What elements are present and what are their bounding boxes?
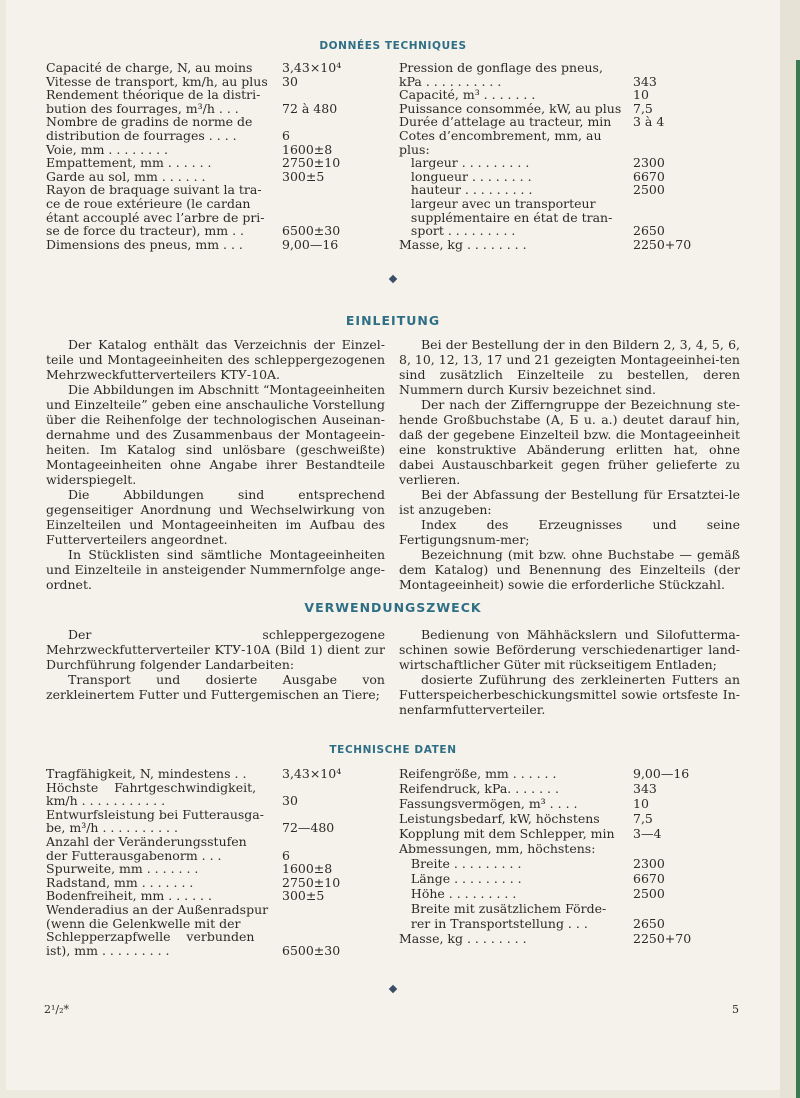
spec-value: 6 [282, 847, 290, 863]
spec-value: 1600±8 [282, 861, 333, 877]
spec-label: Breite . . . . . . . . . [399, 856, 522, 871]
spec-label: Höhe . . . . . . . . . [399, 886, 517, 901]
spec-row [399, 871, 665, 886]
spec-label: Fassungsvermögen, m³ . . . . [399, 796, 578, 811]
spec-row [399, 856, 665, 871]
spec-value: 10 [633, 87, 649, 103]
signature-mark: 2¹/₂* [44, 1003, 70, 1016]
paragraph: In Stücklisten sind sämtliche Montageeinheiten und Einzelteile in ansteigender Nummernfolge ange-ordnet. [46, 547, 385, 592]
spec-label: supplémentaire en état de tran- [399, 209, 613, 225]
spec-value: 72—480 [282, 820, 335, 836]
spec-label: Radstand, mm . . . . . . . [46, 874, 194, 890]
spec-value: 3,43×10⁴ [282, 60, 342, 75]
spec-row [399, 796, 649, 811]
spec-value: 3—4 [633, 826, 662, 841]
paragraph: Bedienung von Mähhäckslern und Silofutterma-schinen sowie Beförderung verschiedenartiger land-wirtschaftlicher Güter mit rückseitigem Entladen; [399, 627, 740, 672]
spec-label: Leistungsbedarf, kW, höchstens [399, 811, 600, 826]
paragraph: Der nach der Zifferngruppe der Bezeichnung ste-hende Großbuchstabe (А, Б u. a.) deutet darauf hin, daß der gegebene Einzelteil bzw. die Montageeinheit eine konstruktive Abänderung erlitten hat, ohne dabei Austauschbarkeit gegen früher gelieferte zu verlieren. [399, 397, 740, 487]
spec-row [399, 766, 690, 781]
spec-label: Capacité de charge, N, au moins [46, 60, 253, 75]
heading-donnees-techniques: DONNÉES TECHNIQUES [319, 40, 467, 52]
spec-label: Cotes d’encombrement, mm, au [399, 128, 602, 143]
section-divider-ornament [389, 275, 397, 283]
spec-value: 2750±10 [282, 155, 341, 171]
spec-value: 6 [282, 128, 290, 143]
spec-label: Schlepperzapfwelle verbunden [46, 929, 255, 945]
spec-value: 7,5 [633, 811, 653, 826]
spec-label: km/h . . . . . . . . . . . [46, 793, 166, 809]
spec-row [399, 841, 629, 856]
spec-value: 72 à 480 [282, 100, 338, 116]
spec-label: Tragfähigkeit, N, mindestens . . [46, 766, 247, 781]
spec-label: Abmessungen, mm, höchstens: [399, 841, 596, 856]
spec-label: largeur avec un transporteur [399, 196, 596, 211]
spec-label: Masse, kg . . . . . . . . [399, 931, 527, 946]
page-number: 5 [732, 1003, 739, 1016]
spec-label: Voie, mm . . . . . . . . [46, 141, 169, 157]
spec-label: sport . . . . . . . . . [399, 223, 516, 239]
verwendung-left-column [46, 627, 385, 702]
paragraph: Bei der Abfassung der Bestellung für Ersatztei-le ist anzugeben: [399, 487, 740, 517]
spec-label: plus: [399, 141, 430, 157]
spec-row [46, 236, 339, 252]
spec-label: Bodenfreiheit, mm . . . . . . [46, 888, 212, 904]
heading-verwendungszweck: VERWENDUNGSZWECK [304, 600, 482, 615]
spec-label: Rendement théorique de la distri- [46, 87, 261, 103]
spec-label: Breite mit zusätzlichem Förde- [399, 901, 607, 916]
spec-label: étant accouplé avec l’arbre de pri- [46, 209, 265, 225]
einleitung-left-column [46, 337, 385, 592]
spec-label: Länge . . . . . . . . . [399, 871, 522, 886]
heading-einleitung: EINLEITUNG [345, 313, 441, 328]
paragraph: dosierte Zuführung des zerkleinerten Futters an Futterspeicherbeschickungsmittel sowie ortsfeste In-nenfarmfutterverteiler. [399, 672, 740, 717]
spec-value: 343 [633, 73, 657, 89]
spec-value: 10 [633, 796, 649, 811]
heading-technische-daten: TECHNISCHE DATEN [329, 744, 457, 756]
spec-label: Nombre de gradins de norme de [46, 114, 253, 130]
spec-label: be, m³/h . . . . . . . . . . [46, 820, 178, 836]
spec-label: Masse, kg . . . . . . . . [399, 236, 527, 252]
spec-value: 7,5 [633, 100, 653, 116]
spec-label: Entwurfsleistung bei Futterausga- [46, 806, 264, 822]
spec-label: ist), mm . . . . . . . . . [46, 942, 170, 958]
spec-value: 2300 [633, 856, 665, 871]
einleitung-right-column [399, 337, 740, 592]
binding-edge [796, 60, 800, 1098]
spec-label: kPa . . . . . . . . . . [399, 73, 502, 89]
spec-value: 6670 [633, 871, 665, 886]
spec-label: der Futterausgabenorm . . . [46, 847, 222, 863]
spec-row [399, 236, 692, 252]
paragraph: Index des Erzeugnisses und seine Fertigungsnum-mer; [399, 517, 740, 547]
spec-label: Empattement, mm . . . . . . [46, 155, 212, 171]
spec-label: Garde au sol, mm . . . . . . [46, 168, 206, 184]
spec-value: 300±5 [282, 888, 325, 904]
spec-row [399, 931, 692, 946]
paragraph: Bei der Bestellung der in den Bildern 2, 3, 4, 5, 6, 8, 10, 12, 13, 17 und 21 gezeigten Montageeinhei-ten sind zusätzlich Einzelteile zu bestellen, deren Nummern durch Kursiv bezeichnet sind. [399, 337, 740, 397]
spec-row [399, 781, 657, 796]
spec-value: 30 [282, 73, 298, 89]
spec-label: distribution de fourrages . . . . [46, 128, 237, 143]
paragraph: Der Katalog enthält das Verzeichnis der Einzel-teile und Montageeinheiten des schleppergezogenen Mehrzweckfutterverteilers KTУ-10A. [46, 337, 385, 382]
spec-value: 2300 [633, 155, 665, 171]
document-page [6, 0, 780, 1090]
paragraph: Die Abbildungen im Abschnitt “Montageeinheiten und Einzelteile” geben eine anschauliche Vorstellung über die Reihenfolge der technologischen Auseinan-dernahme und des Zusammenbaus der Montageein-heiten. Im Katalog sind unlösbare (geschweißte) Montageeinheiten ohne Angabe ihrer Bestandteile widerspiegelt. [46, 382, 385, 487]
spec-label: (wenn die Gelenkwelle mit der [46, 915, 241, 931]
section-divider-ornament [389, 985, 397, 993]
spec-row [46, 942, 341, 958]
spec-label: Capacité, m³ . . . . . . . [399, 87, 536, 103]
spec-value: 2650 [633, 223, 665, 239]
spec-label: Pression de gonflage des pneus, [399, 60, 603, 75]
paragraph: Transport und dosierte Ausgabe von zerkleinertem Futter und Futtergemischen an Tiere; [46, 672, 385, 702]
spec-row [399, 916, 665, 931]
spec-value: 1600±8 [282, 141, 333, 157]
spec-value: 2650 [633, 916, 665, 931]
spec-label: Anzahl der Veränderungsstufen [46, 834, 247, 849]
paragraph: Der schleppergezogene Mehrzweckfutterverteiler KTУ-10A (Bild 1) dient zur Durchführung folgender Landarbeiten: [46, 627, 385, 672]
paragraph: Die Abbildungen sind entsprechend gegenseitiger Anordnung und Wechselwirkung von Einzelteilen und Montageeinheiten im Aufbau des Futterverteilers angeordnet. [46, 487, 385, 547]
spec-value: 343 [633, 781, 657, 796]
spec-label: Reifengröße, mm . . . . . . [399, 766, 557, 781]
spec-label: se de force du tracteur), mm . . [46, 223, 245, 239]
spec-value: 3,43×10⁴ [282, 766, 342, 781]
spec-value: 2500 [633, 182, 665, 198]
spec-value: 2250+70 [633, 236, 692, 252]
spec-value: 300±5 [282, 168, 325, 184]
verwendung-right-column [399, 627, 740, 717]
spec-label: Reifendruck, kPa. . . . . . . [399, 781, 559, 796]
spec-label: Wenderadius an der Außenradspur [46, 902, 269, 917]
spec-label: longueur . . . . . . . . [399, 168, 532, 184]
spec-label: Puissance consommée, kW, au plus [399, 100, 622, 116]
spec-label: Rayon de braquage suivant la tra- [46, 182, 262, 198]
spec-label: ce de roue extérieure (le cardan [46, 196, 251, 211]
spec-row [399, 826, 662, 841]
spec-value: 6500±30 [282, 942, 341, 958]
spec-value: 2250+70 [633, 931, 692, 946]
spec-value: 9,00—16 [282, 236, 339, 252]
spec-value: 3 à 4 [633, 114, 665, 130]
spec-value: 9,00—16 [633, 766, 690, 781]
spec-label: Spurweite, mm . . . . . . . [46, 861, 199, 877]
spec-label: Höchste Fahrtgeschwindigkeit, [46, 779, 257, 795]
spec-label: largeur . . . . . . . . . [399, 155, 530, 171]
spec-label: Dimensions des pneus, mm . . . [46, 236, 243, 252]
spec-label: Durée d’attelage au tracteur, min [399, 114, 612, 130]
spec-label: rer in Transportstellung . . . [399, 916, 588, 931]
spec-value: 2500 [633, 886, 665, 901]
paragraph: Bezeichnung (mit bzw. ohne Buchstabe — gemäß dem Katalog) und Benennung des Einzelteils (der Montageeinheit) sowie die erforderliche Stückzahl. [399, 547, 740, 592]
spec-value: 6500±30 [282, 223, 341, 239]
spec-label: hauteur . . . . . . . . . [399, 182, 533, 198]
spec-row [399, 811, 653, 826]
spec-label: Kopplung mit dem Schlepper, min [399, 826, 615, 841]
spec-label: Vitesse de transport, km/h, au plus [46, 73, 268, 89]
spec-value: 6670 [633, 168, 665, 184]
spec-row [399, 901, 629, 916]
spec-value: 30 [282, 793, 298, 809]
spec-label: bution des fourrages, m³/h . . . [46, 100, 239, 116]
spec-row [399, 886, 665, 901]
spec-value: 2750±10 [282, 874, 341, 890]
